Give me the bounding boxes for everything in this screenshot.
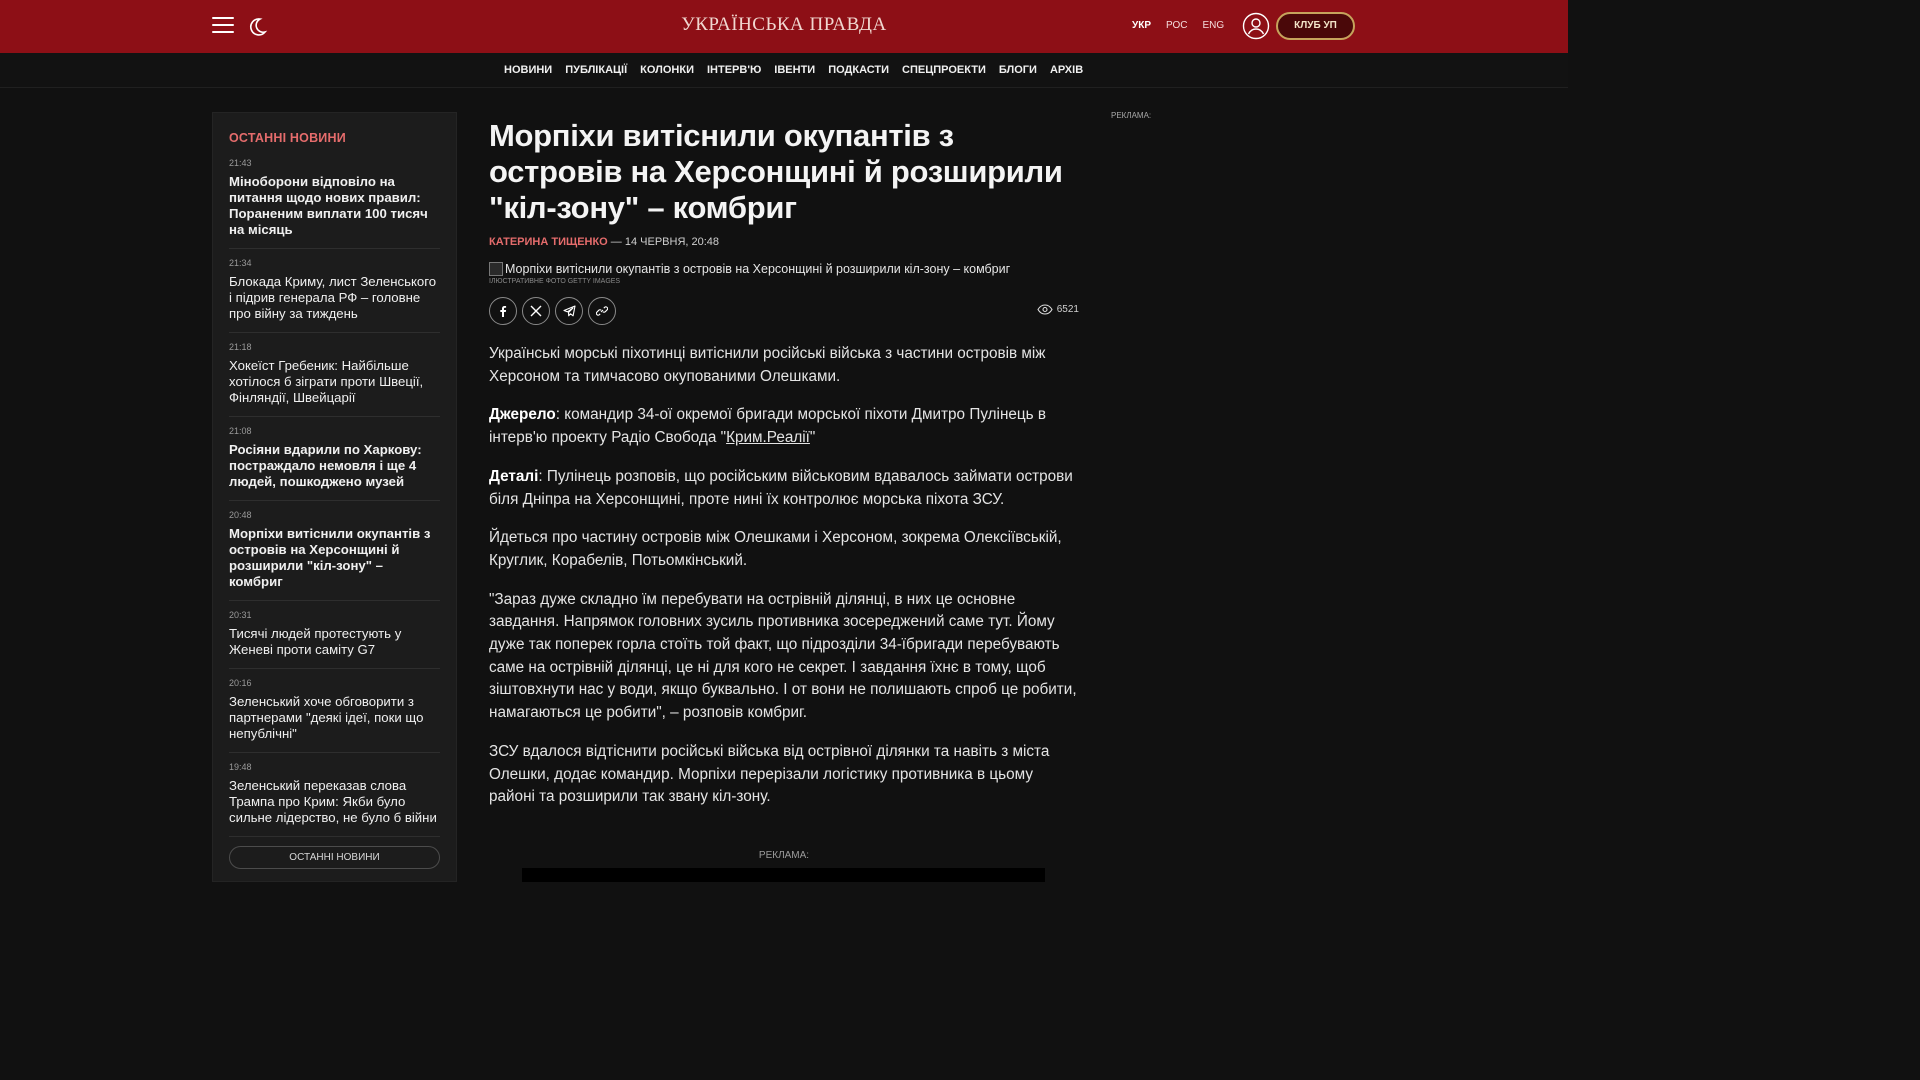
sidebar-title: ОСТАННІ НОВИНИ xyxy=(229,131,346,145)
nav-podcasts[interactable]: ПОДКАСТИ xyxy=(828,64,890,76)
x-icon xyxy=(530,305,542,317)
news-time: 20:48 xyxy=(229,510,252,520)
nav-blogs[interactable]: БЛОГИ xyxy=(998,64,1037,76)
latest-news-button[interactable]: ОСТАННІ НОВИНИ xyxy=(229,846,440,869)
x-share-button[interactable] xyxy=(522,297,550,325)
dark-mode-icon[interactable] xyxy=(246,15,268,37)
site-logo[interactable]: УКРАЇНСЬКА ПРАВДА xyxy=(681,14,887,35)
copy-link-button[interactable] xyxy=(588,297,616,325)
list-item[interactable] xyxy=(229,510,440,601)
news-time: 21:08 xyxy=(229,426,252,436)
source-label: Джерело xyxy=(489,406,556,424)
telegram-icon xyxy=(563,305,576,317)
main-nav xyxy=(0,53,1568,88)
menu-icon[interactable] xyxy=(212,17,234,35)
news-title[interactable]: Зеленський хоче обговорити з партнерами "деякі ідеї, поки що непублічні" xyxy=(229,694,424,741)
link-icon xyxy=(596,305,608,317)
broken-image-icon xyxy=(489,262,503,276)
paragraph: Йдеться про частину островів між Олешками і Херсоном, зокрема Олексіївській, Круглик, Корабелів, Потьомкінський. xyxy=(489,529,1062,569)
article-photo xyxy=(489,262,1079,276)
photo-alt-text: Морпіхи витіснили окупантів з островів на Херсонщині й розширили кіл-зону – комбриг xyxy=(505,262,1011,276)
news-title[interactable]: Тисячі людей протестують у Женеві проти саміту G7 xyxy=(229,626,402,657)
publish-date: — 14 ЧЕРВНЯ, 20:48 xyxy=(607,236,720,248)
nav-news[interactable]: НОВИНИ xyxy=(504,64,553,76)
list-item[interactable] xyxy=(229,426,440,501)
byline xyxy=(489,236,1079,248)
nav-events[interactable]: ІВЕНТИ xyxy=(774,64,816,76)
news-time: 21:43 xyxy=(229,158,252,168)
share-bar xyxy=(489,297,1079,325)
facebook-share-button[interactable] xyxy=(489,297,517,325)
lang-ros[interactable]: РОС xyxy=(1166,20,1188,31)
eye-icon xyxy=(1037,304,1053,315)
article-headline: Морпіхи витіснили окупантів з островів на Херсонщині й розширили "кіл-зону" – комбриг xyxy=(489,118,1063,225)
user-icon[interactable] xyxy=(1242,12,1270,40)
list-item[interactable] xyxy=(229,678,440,753)
list-item[interactable] xyxy=(229,610,440,669)
news-time: 20:16 xyxy=(229,678,252,688)
paragraph: ЗСУ вдалося відтіснити російські війська від острівної ділянки та навіть з міста Олешки, додає командир. Морпіхи перерізали логістику противника в цьому районі та розширили так звану кіл-зону. xyxy=(489,742,1050,806)
language-switcher xyxy=(1132,20,1224,31)
view-counter xyxy=(1037,304,1079,315)
nav-publications[interactable]: ПУБЛІКАЦІЇ xyxy=(565,64,628,76)
list-item[interactable] xyxy=(229,762,440,837)
lang-eng[interactable]: ENG xyxy=(1202,20,1225,31)
news-title[interactable]: Морпіхи витіснили окупантів з островів на Херсонщині й розширили "кіл-зону" – комбриг xyxy=(229,526,431,589)
latest-news-sidebar xyxy=(212,112,457,882)
news-time: 20:31 xyxy=(229,610,252,620)
nav-columns[interactable]: КОЛОНКИ xyxy=(640,64,694,76)
paragraph: Деталі: Пулінець розповів, що російським військовим вдавалось займати острови біля Дніпра на Херсонщині, проте нині їх контролює морська піхота ЗСУ. xyxy=(489,467,1073,508)
article-body xyxy=(489,343,1079,809)
ad-label: РЕКЛАМА: xyxy=(758,850,810,861)
news-title[interactable]: Хокеїст Гребеник: Найбільше хотілося б зіграти проти Швеції, Фінляндії, Швейцарії xyxy=(229,358,424,405)
ad-slot[interactable] xyxy=(522,868,1045,882)
nav-archive[interactable]: АРХІВ xyxy=(1049,64,1084,76)
news-time: 19:48 xyxy=(229,762,252,772)
news-title[interactable]: Зеленський переказав слова Трампа про Крим: Якби було сильне лідерство, не було б війни xyxy=(229,778,437,825)
paragraph: Джерело: командир 34-ої окремої бригади морської піхоти Дмитро Пулінець в інтерв'ю проекту Радіо Свобода "Крим.Реалії" xyxy=(489,406,1047,447)
list-item[interactable] xyxy=(229,158,440,249)
top-header xyxy=(0,0,1568,53)
nav-interviews[interactable]: ІНТЕРВ'Ю xyxy=(707,64,762,76)
view-count: 6521 xyxy=(1056,304,1079,315)
krym-realii-link[interactable]: Крим.Реалії xyxy=(726,429,810,447)
news-time: 21:18 xyxy=(229,342,252,352)
author-link[interactable]: КАТЕРИНА ТИЩЕНКО xyxy=(489,236,608,248)
paragraph: Українські морські піхотинці витіснили російські війська з частини островів між Херсоном та тимчасово окупованими Олешками. xyxy=(489,345,1046,385)
club-button[interactable]: КЛУБ УП xyxy=(1276,12,1355,40)
news-title[interactable]: Міноборони відповіло на питання щодо нових правил: Пораненим виплати 100 тисяч на місяць xyxy=(229,174,428,237)
ad-label-right: РЕКЛАМА: xyxy=(1111,111,1152,120)
list-item[interactable] xyxy=(229,258,440,333)
article xyxy=(489,118,1079,825)
news-title[interactable]: Росіяни вдарили по Харкову: постраждало немовля і ще 4 людей, пошкоджено музей xyxy=(229,442,422,489)
details-label: Деталі xyxy=(489,467,539,485)
list-item[interactable] xyxy=(229,342,440,417)
facebook-icon xyxy=(497,305,509,317)
news-time: 21:34 xyxy=(229,258,252,268)
nav-special-projects[interactable]: СПЕЦПРОЕКТИ xyxy=(902,64,986,76)
paragraph: "Зараз дуже складно їм перебувати на острівній ділянці, в них це основне завдання. Напрямок головних зусиль противника зосереджений саме тут. Йому дуже так поперек горла стоїть той факт, що підрозділи 34-їбригади перебувають саме на острівній ділянці, це ні для кого не секрет. І завдання їхнє в тому, щоб зіштовхнути нас у води, якщо буквально. І от вони не полишають спроб це робити, намагаються це робити", – розповів комбриг. xyxy=(489,590,1077,722)
news-title[interactable]: Блокада Криму, лист Зеленського і підрив генерала РФ – головне про війну за тиждень xyxy=(229,274,437,321)
photo-credit: ІЛЮСТРАТИВНЕ ФОТО GETTY IMAGES xyxy=(489,278,621,285)
lang-ukr[interactable]: УКР xyxy=(1132,20,1151,31)
telegram-share-button[interactable] xyxy=(555,297,583,325)
